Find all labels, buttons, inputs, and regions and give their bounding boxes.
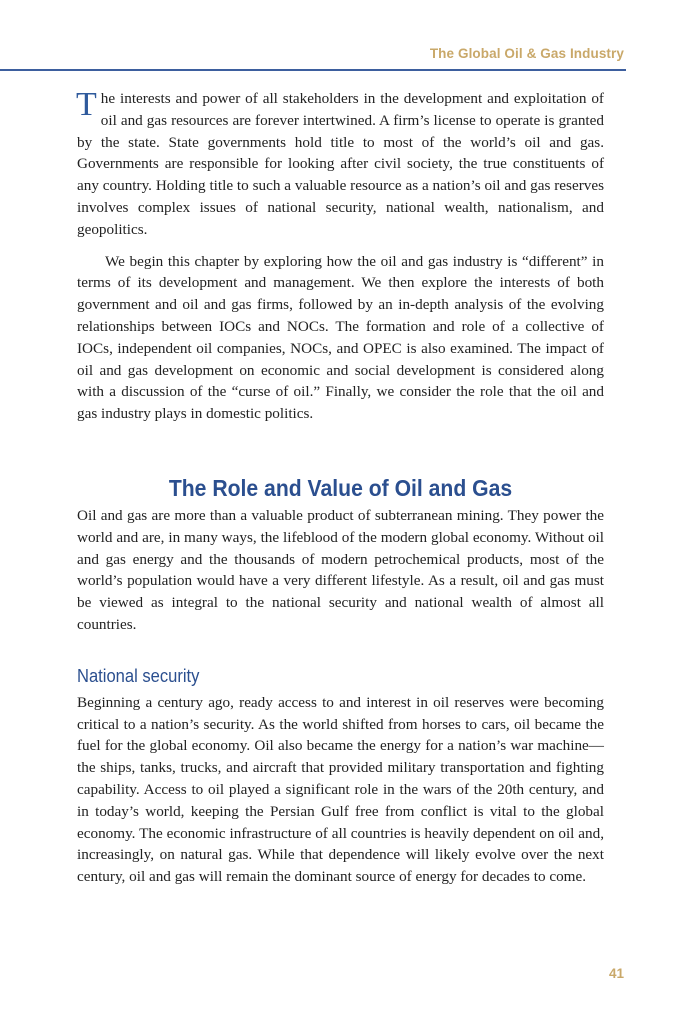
running-header-title: The Global Oil & Gas Industry — [429, 46, 624, 61]
section-paragraph: Oil and gas are more than a valuable product of subterranean mining. They power the world and are, in many ways, the lifeblood of the modern global economy. Without oil and gas energy and the thousands of modern petrochemical products, most of the world’s population would have a very different lifestyle. As a result, oil and gas must be viewed as integral to the national security and national wealth of almost all countries. — [77, 506, 604, 633]
drop-cap: T — [76, 86, 97, 123]
intro-paragraph-2: We begin this chapter by exploring how the oil and gas industry is “different” in terms of its development and management. We then explore the interests of both government and oil and gas firms, followed by an in-depth analysis of the evolving relationships between IOCs and NOCs. The formation and role of a collective of IOCs, independent oil companies, NOCs, and OPEC is also examined. The impact of oil and gas development on economic and social development is considered along with a discussion of the “curse of oil.” Finally, we consider the role that the oil and gas industry plays in domestic politics. — [77, 252, 604, 423]
subsection-paragraph: Beginning a century ago, ready access to and interest in oil reserves were becoming critical to a nation’s security. As the world shifted from horses to cars, oil became the fuel for the global economy. Oil also became the energy for a nation’s war machine—the ships, tanks, trucks, and aircraft that provided military transportation and fighting capability. Access to oil played a significant role in the wars of the 20th century, and in today’s world, keeping the Persian Gulf free from conflict is vital to the global economy. The economic infrastructure of all countries is heavily dependent on oil and, increasingly, on natural gas. While that dependence will likely evolve over the next century, oil and gas will remain the dominant source of energy for decades to come. — [77, 693, 604, 886]
header-divider — [0, 69, 626, 71]
intro-paragraph-1-text: he interests and power of all stakeholders in the development and exploitation of oil and gas resources are forever intertwined. A firm’s license to operate is granted by the state. State governments hold title to most of the world’s oil and gas. Governments are responsible for looking after civil society, the true constituents of any country. Holding title to such a valuable resource as a nation’s oil and gas reserves involves complex issues of national security, national wealth, nationalism, and geopolitics. — [77, 90, 604, 238]
section-heading: The Role and Value of Oil and Gas — [168, 474, 513, 501]
subsection-heading: National security — [77, 665, 200, 686]
intro-paragraph-1 — [77, 88, 604, 241]
page-number: 41 — [608, 966, 624, 981]
page-body — [77, 88, 604, 888]
